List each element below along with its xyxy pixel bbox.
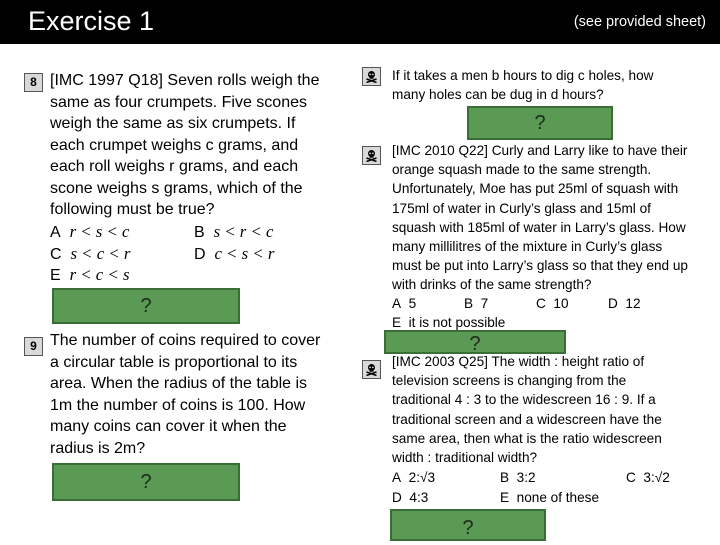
skull-icon [362,360,381,379]
question-line: 1m the number of coins is 100. How [50,396,306,414]
question-line: [IMC 2010 Q22] Curly and Larry like to have their [392,143,688,158]
problem-1-text [392,66,712,104]
option-b: B s < r < c [194,222,274,241]
option-c: C 10 [536,296,569,311]
option-c: C s < c < r [50,243,131,263]
question-line: width : traditional width? [392,450,538,466]
question-line: orange squash made to the same strength. [392,162,652,178]
question-line: must be put into Larry’s glass so that they end up [392,258,688,274]
question-line: television screens is changing from the [392,373,627,389]
answer-box-q8[interactable]: ? [52,288,240,324]
problem-3-options [392,468,712,506]
answer-box-problem-2[interactable]: ? [384,330,566,354]
question-line: same as four crumpets. Five scones [50,93,307,111]
question-9-text [50,330,350,459]
question-line: weigh the same as six crumpets. If [50,115,296,132]
question-line: If it takes a men b hours to dig c holes, how [392,68,654,83]
page-subtitle: (see provided sheet) [573,14,706,30]
option-a: A 2:√3 [392,470,435,485]
option-d: D 12 [608,296,641,311]
question-line: many millilitres of the mixture in Curly’s glass [392,239,663,255]
question-line: squash with 185ml of water in Larry’s glass. How [392,219,686,235]
option-d: D 4:3 [392,490,429,505]
question-line: many holes can be dug in d hours? [392,87,604,103]
question-line: area. When the radius of the table is [50,375,308,392]
answer-box-problem-1[interactable]: ? [467,106,613,140]
question-line: 175ml of water in Curly’s glass and 15ml of [392,200,651,216]
question-line: scone weighs s grams, which of the [50,179,303,197]
question-8-text [50,70,340,221]
question-number-8: 8 [24,73,43,92]
skull-icon [362,67,381,86]
problem-3-text [392,352,712,467]
option-a: A r < s < c [50,222,130,241]
question-line: each crumpet weighs c grams, and [50,136,299,154]
question-number-9: 9 [24,337,43,356]
question-line: The number of coins required to cover [50,332,321,349]
question-line: [IMC 1997 Q18] Seven rolls weigh the [50,72,320,89]
question-8-options [50,221,340,287]
question-line: traditional 4 : 3 to the widescreen 16 : 9. If a [392,392,656,408]
question-line: each roll weighs r grams, and each [50,158,299,175]
page-title: Exercise 1 [28,6,155,36]
question-line: a circular table is proportional to its [50,353,298,371]
problem-2-text [392,141,717,295]
skull-icon [362,146,381,165]
option-c: C 3:√2 [626,470,670,485]
question-line: Unfortunately, Moe has put 25ml of squash with [392,181,679,197]
question-line: traditional screen and a widescreen have the [392,411,662,427]
question-line: radius is 2m? [50,439,146,457]
option-e: E r < c < s [50,265,130,284]
option-e: E none of these [500,490,600,505]
question-line: many coins can cover it when the [50,418,287,435]
option-b: B 3:2 [500,470,536,485]
question-line: same area, then what is the ratio widescreen [392,430,662,446]
question-line: with drinks of the same strength? [392,277,592,293]
header-bar [0,0,720,44]
question-line: following must be true? [50,201,215,218]
option-d: D c < s < r [194,243,275,263]
option-b: B 7 [464,296,489,311]
question-line: [IMC 2003 Q25] The width : height ratio of [392,354,645,369]
option-e: E it is not possible [392,315,506,331]
option-a: A 5 [392,296,417,311]
answer-box-q9[interactable]: ? [52,463,240,501]
problem-2-options [392,294,712,332]
answer-box-problem-3[interactable]: ? [390,509,546,541]
